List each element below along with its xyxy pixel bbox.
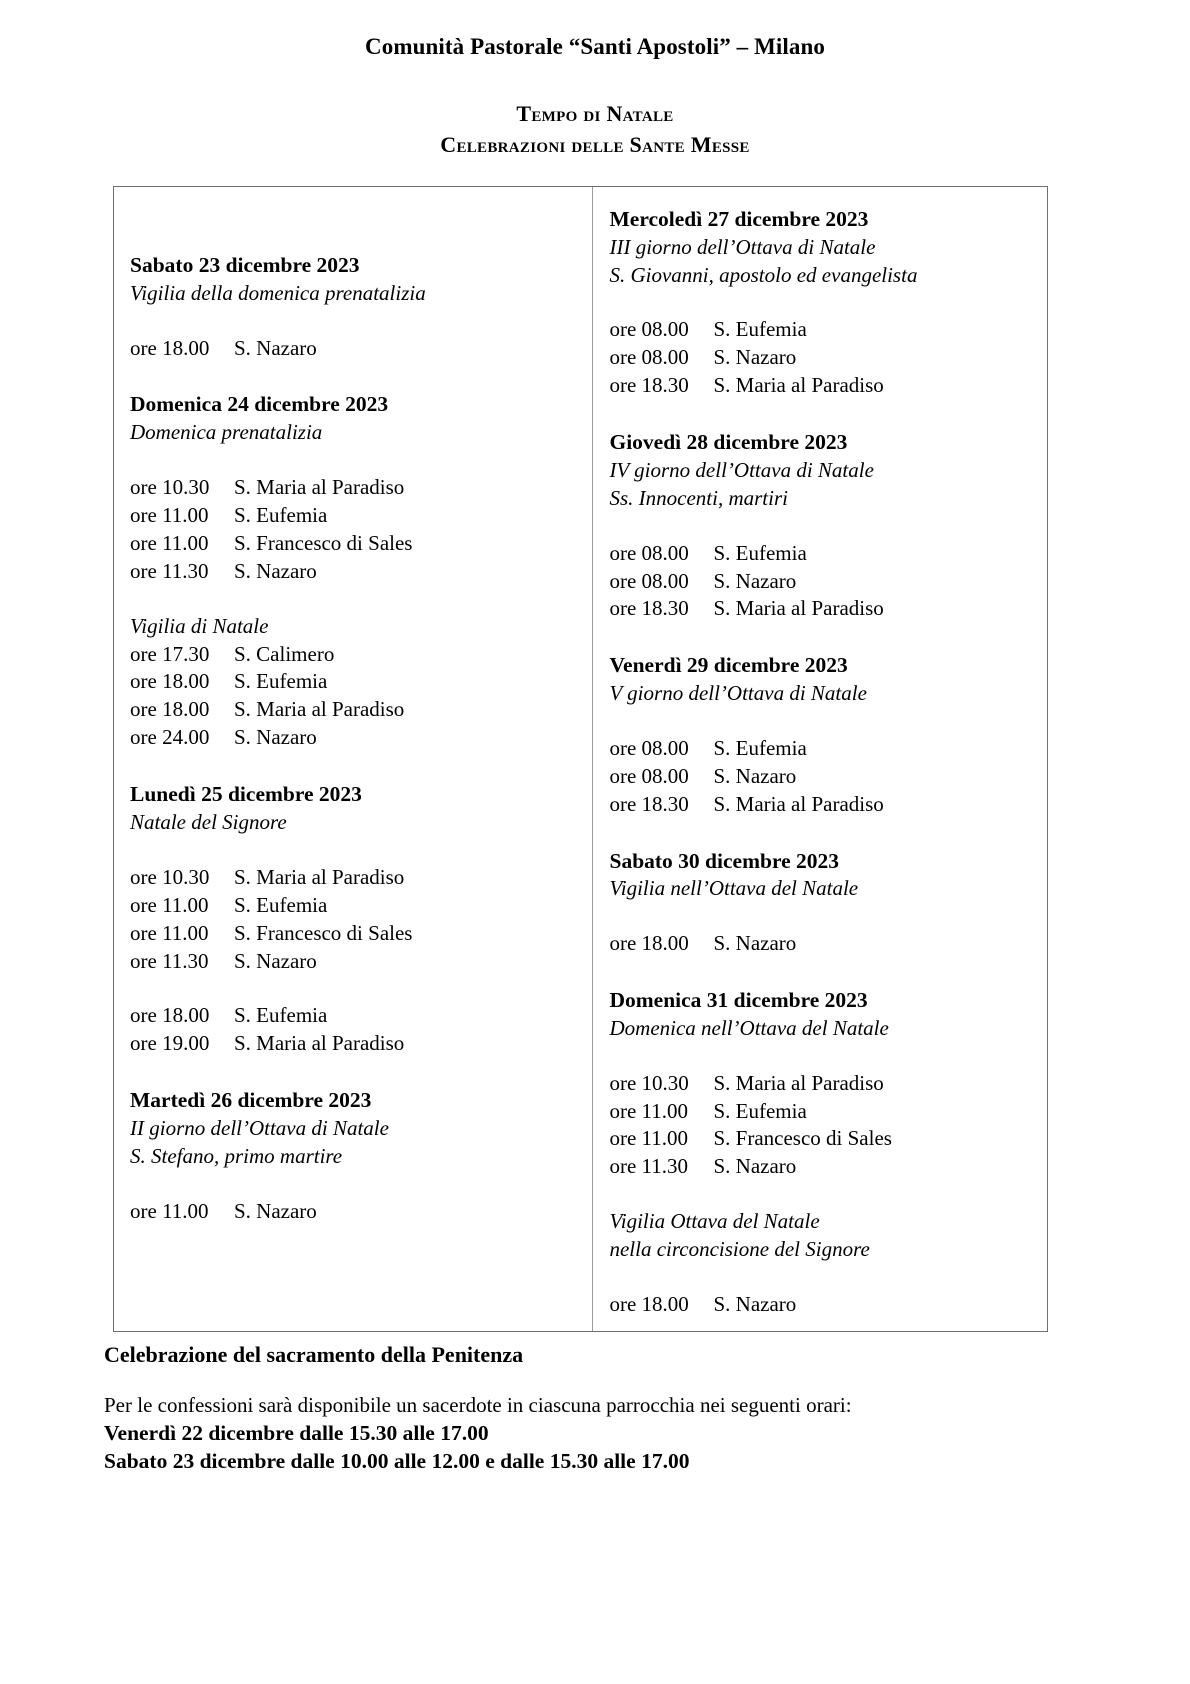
confession-line: Venerdì 22 dicembre dalle 15.30 alle 17.00 <box>104 1420 489 1445</box>
mass-line <box>130 948 576 976</box>
mass-place: S. Eufemia <box>713 540 807 565</box>
group-spacer <box>130 837 576 864</box>
day-heading: Sabato 23 dicembre 2023 <box>130 253 360 277</box>
mass-place: S. Eufemia <box>234 669 328 694</box>
mass-time: ore 08.00 <box>609 345 689 370</box>
mass-line <box>130 892 576 920</box>
mass-time: ore 18.00 <box>609 1292 689 1317</box>
schedule-column-left <box>114 187 593 1331</box>
mass-place: S. Nazaro <box>234 725 317 750</box>
day-heading: Domenica 24 dicembre 2023 <box>130 392 389 417</box>
mass-time: ore 18.00 <box>130 697 210 722</box>
mass-time: ore 11.30 <box>609 1154 689 1179</box>
mass-place: S. Nazaro <box>713 568 797 593</box>
mass-line <box>609 568 1031 596</box>
mass-line <box>130 335 576 363</box>
mass-place: S. Francesco di Sales <box>234 920 413 945</box>
block-spacer <box>609 400 1031 428</box>
mass-group-label: Vigilia di Natale <box>130 613 269 638</box>
mass-place: S. Maria al Paradiso <box>713 596 884 621</box>
block-spacer <box>609 819 1031 847</box>
day-block <box>609 205 1031 400</box>
schedule-column-right <box>593 187 1047 1331</box>
mass-line <box>609 540 1031 568</box>
mass-place: S. Nazaro <box>234 948 317 973</box>
mass-time: ore 24.00 <box>130 725 210 750</box>
mass-place: S. Maria al Paradiso <box>713 791 884 816</box>
mass-line <box>130 1198 576 1226</box>
mass-group-label: nella circoncisione del Signore <box>609 1237 870 1262</box>
mass-time: ore 11.00 <box>130 530 209 555</box>
mass-place: S. Eufemia <box>713 1098 807 1123</box>
mass-time: ore 18.30 <box>609 373 689 398</box>
group-spacer <box>130 447 576 474</box>
mass-line <box>130 474 576 502</box>
day-block <box>130 390 576 752</box>
group-spacer <box>130 308 576 335</box>
mass-line <box>609 763 1031 791</box>
mass-place: S. Nazaro <box>713 931 797 956</box>
schedule-column-left-body <box>130 251 576 1226</box>
mass-time: ore 11.00 <box>130 892 209 917</box>
mass-time: ore 18.00 <box>609 931 689 956</box>
mass-time: ore 18.30 <box>609 596 689 621</box>
mass-time: ore 11.00 <box>609 1098 689 1123</box>
confession-line: Sabato 23 dicembre dalle 10.00 alle 12.00 e dalle 15.30 alle 17.00 <box>104 1449 690 1474</box>
group-spacer <box>609 1264 1031 1291</box>
mass-time: ore 11.00 <box>130 1198 209 1223</box>
mass-line <box>609 791 1031 819</box>
mass-line <box>130 724 576 752</box>
mass-line <box>130 641 576 669</box>
mass-line <box>130 920 576 948</box>
mass-line <box>609 1098 1031 1126</box>
mass-place: S. Calimero <box>234 641 335 666</box>
mass-line <box>609 1291 1031 1319</box>
block-spacer <box>130 752 576 780</box>
mass-place: S. Nazaro <box>234 558 317 583</box>
mass-line <box>130 1030 576 1058</box>
subtitle-description: Celebrazioni delle Sante Messe <box>440 131 750 157</box>
day-heading: Venerdì 29 dicembre 2023 <box>609 653 848 678</box>
subtitle-season: Tempo di Natale <box>516 100 674 126</box>
mass-line <box>130 668 576 696</box>
day-subheading: IV giorno dell’Ottava di Natale <box>609 457 874 482</box>
mass-line <box>609 1070 1031 1098</box>
group-spacer <box>130 586 576 613</box>
day-subheading: S. Stefano, primo martire <box>130 1143 343 1168</box>
mass-place: S. Francesco di Sales <box>234 530 413 555</box>
mass-line <box>609 316 1031 344</box>
mass-place: S. Nazaro <box>713 345 797 370</box>
day-heading: Martedì 26 dicembre 2023 <box>130 1088 372 1113</box>
mass-place: S. Maria al Paradiso <box>713 1070 884 1095</box>
day-block <box>130 1086 576 1225</box>
footer-title: Celebrazione del sacramento della Penitenza <box>104 1342 524 1367</box>
mass-time: ore 08.00 <box>609 317 689 342</box>
document-header <box>0 0 1190 160</box>
mass-line <box>130 1002 576 1030</box>
mass-line <box>130 696 576 724</box>
group-spacer <box>609 289 1031 316</box>
mass-place: S. Nazaro <box>234 335 317 360</box>
mass-place: S. Eufemia <box>713 317 807 342</box>
mass-time: ore 08.00 <box>609 763 689 788</box>
day-block <box>609 651 1031 818</box>
group-spacer <box>609 513 1031 540</box>
mass-line <box>609 1153 1031 1181</box>
mass-line <box>609 1125 1031 1153</box>
group-spacer <box>609 1043 1031 1070</box>
day-heading: Sabato 30 dicembre 2023 <box>609 848 840 873</box>
mass-line <box>130 502 576 530</box>
mass-time: ore 17.30 <box>130 641 210 666</box>
day-subheading: Domenica prenatalizia <box>130 420 323 445</box>
mass-time: ore 08.00 <box>609 568 689 593</box>
mass-line <box>609 344 1031 372</box>
mass-place: S. Maria al Paradiso <box>234 697 405 722</box>
day-subheading: S. Giovanni, apostolo ed evangelista <box>609 262 918 287</box>
mass-place: S. Maria al Paradiso <box>234 1031 405 1056</box>
day-subheading: Vigilia della domenica prenatalizia <box>130 280 426 305</box>
group-spacer <box>609 1181 1031 1208</box>
mass-place: S. Eufemia <box>234 892 328 917</box>
mass-time: ore 08.00 <box>609 540 689 565</box>
penitence-footer <box>104 1341 1104 1476</box>
mass-time: ore 10.30 <box>130 864 210 889</box>
mass-time: ore 11.30 <box>130 948 209 973</box>
mass-time: ore 11.00 <box>130 502 209 527</box>
footer-intro: Per le confessioni sarà disponibile un sacerdote in ciascuna parrocchia nei seguenti orari: <box>104 1392 852 1417</box>
block-spacer <box>609 623 1031 651</box>
mass-line <box>130 530 576 558</box>
mass-line <box>130 558 576 586</box>
mass-group-label: Vigilia Ottava del Natale <box>609 1209 820 1234</box>
mass-time: ore 18.00 <box>130 669 210 694</box>
group-spacer <box>130 975 576 1002</box>
mass-time: ore 19.00 <box>130 1031 210 1056</box>
mass-time: ore 10.30 <box>130 474 210 499</box>
mass-place: S. Nazaro <box>713 1292 797 1317</box>
mass-line <box>609 930 1031 958</box>
block-spacer <box>130 362 576 390</box>
mass-place: S. Nazaro <box>713 1154 797 1179</box>
mass-line <box>130 864 576 892</box>
mass-place: S. Francesco di Sales <box>713 1126 892 1151</box>
day-subheading: III giorno dell’Ottava di Natale <box>609 234 876 259</box>
mass-line <box>609 595 1031 623</box>
schedule-column-right-body <box>609 205 1031 1319</box>
day-heading: Lunedì 25 dicembre 2023 <box>130 782 362 807</box>
day-subheading: Vigilia nell’Ottava del Natale <box>609 876 859 901</box>
group-spacer <box>609 903 1031 930</box>
block-spacer <box>130 1058 576 1086</box>
mass-time: ore 18.00 <box>130 1003 210 1028</box>
day-heading: Domenica 31 dicembre 2023 <box>609 988 868 1013</box>
mass-time: ore 18.30 <box>609 791 689 816</box>
page-title: Comunità Pastorale “Santi Apostoli” – Milano <box>365 34 825 59</box>
day-block <box>130 251 576 362</box>
mass-place: S. Nazaro <box>713 763 797 788</box>
day-heading: Giovedì 28 dicembre 2023 <box>609 430 848 455</box>
mass-place: S. Maria al Paradiso <box>713 373 884 398</box>
day-heading: Mercoledì 27 dicembre 2023 <box>609 207 869 231</box>
mass-time: ore 08.00 <box>609 735 689 760</box>
mass-line <box>609 735 1031 763</box>
mass-place: S. Eufemia <box>234 502 328 527</box>
mass-place: S. Eufemia <box>234 1003 328 1028</box>
day-block <box>609 986 1031 1319</box>
mass-place: S. Maria al Paradiso <box>234 474 405 499</box>
mass-place: S. Eufemia <box>713 735 807 760</box>
day-block <box>609 847 1031 958</box>
day-subheading: V giorno dell’Ottava di Natale <box>609 681 867 705</box>
day-subheading: Domenica nell’Ottava del Natale <box>609 1015 889 1040</box>
group-spacer <box>609 708 1031 735</box>
group-spacer <box>130 1171 576 1198</box>
day-block <box>130 780 576 1058</box>
mass-place: S. Nazaro <box>234 1198 317 1223</box>
column-lead-spacer <box>130 205 576 251</box>
mass-line <box>609 372 1031 400</box>
mass-place: S. Maria al Paradiso <box>234 864 405 889</box>
mass-time: ore 11.30 <box>130 558 209 583</box>
day-subheading: Natale del Signore <box>130 809 287 834</box>
day-block <box>609 428 1031 623</box>
block-spacer <box>609 958 1031 986</box>
mass-time: ore 11.00 <box>609 1126 689 1151</box>
day-subheading: Ss. Innocenti, martiri <box>609 485 788 510</box>
mass-schedule-table <box>113 186 1048 1332</box>
mass-time: ore 10.30 <box>609 1070 689 1095</box>
subtitle-block <box>0 98 1190 160</box>
mass-time: ore 11.00 <box>130 920 209 945</box>
day-subheading: II giorno dell’Ottava di Natale <box>130 1115 389 1140</box>
mass-time: ore 18.00 <box>130 335 210 360</box>
